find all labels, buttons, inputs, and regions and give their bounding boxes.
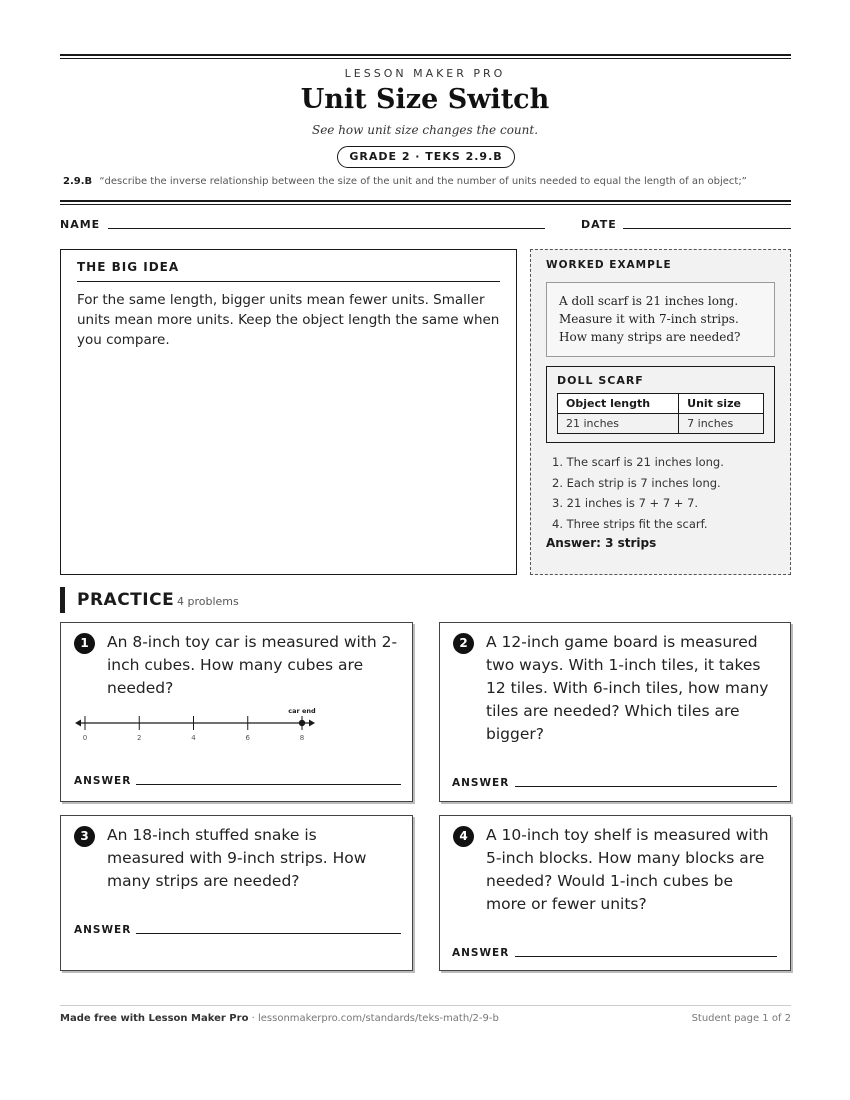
footer-credit <box>60 1013 499 1024</box>
number-line-tick-label: 8 <box>299 734 305 742</box>
footer-brand: Made free with Lesson Maker Pro <box>60 1013 249 1024</box>
number-line-tick-label: 0 <box>82 734 88 742</box>
answer-field-1[interactable] <box>136 784 401 785</box>
car-end-label: car end <box>288 707 316 715</box>
answer-field-3[interactable] <box>136 933 401 934</box>
step-item: 1. The scarf is 21 inches long. <box>552 455 724 469</box>
table-cell-unit-size: 7 inches <box>679 414 764 434</box>
practice-count: 4 problems <box>177 595 239 608</box>
worked-example-box <box>530 249 791 575</box>
practice-accent-bar <box>60 587 65 613</box>
date-label: DATE <box>581 218 617 231</box>
problem-text: A 12-inch game board is measured two ways. With 1-inch tiles, it takes 12 tiles. With 6-inch tiles, how many tiles are needed? Which tiles are bigger? <box>486 633 769 743</box>
table-header-unit-size: Unit size <box>679 394 764 414</box>
problem-card-2 <box>439 622 791 802</box>
answer-label: ANSWER <box>452 777 510 789</box>
problem-text: An 18-inch stuffed snake is measured with 9-inch strips. How many strips are needed? <box>107 826 367 890</box>
table-header-object-length: Object length <box>558 394 679 414</box>
page-title: Unit Size Switch <box>300 84 550 115</box>
table-cell-object-length: 21 inches <box>558 414 679 434</box>
standard-text: “describe the inverse relationship between the size of the unit and the number of units needed to equal the length of an object;” <box>99 176 747 187</box>
top-rule <box>60 54 791 56</box>
standard-code: 2.9.B <box>63 176 93 187</box>
doll-scarf-table-box <box>546 366 775 443</box>
footer-url[interactable]: · lessonmakerpro.com/standards/teks-math/2-9-b <box>251 1013 499 1024</box>
right-arrow-icon <box>309 720 315 727</box>
number-line-tick-label: 2 <box>137 734 142 742</box>
answer-label: ANSWER <box>74 775 132 787</box>
number-line-tick-label: 6 <box>245 734 250 742</box>
problem-number-badge: 2 <box>453 633 474 654</box>
footer-rule <box>60 1005 791 1006</box>
worked-example-problem: A doll scarf is 21 inches long. Measure it with 7-inch strips. How many strips are needed? <box>546 282 775 357</box>
big-idea-text: For the same length, bigger units mean fewer units. Smaller units mean more units. Keep the object length the same when you compare. <box>77 292 500 348</box>
answer-field-4[interactable] <box>515 956 777 957</box>
date-field[interactable] <box>623 228 791 229</box>
worked-example-steps <box>546 452 775 534</box>
step-item: 2. Each strip is 7 inches long. <box>552 475 721 490</box>
problem-text: An 8-inch toy car is measured with 2-inch cubes. How many cubes are needed? <box>107 633 398 697</box>
answer-label: ANSWER <box>452 947 510 959</box>
big-idea-box <box>60 249 517 575</box>
number-line <box>73 698 333 744</box>
left-arrow-icon <box>75 720 81 727</box>
problem-card-3 <box>60 815 413 971</box>
worked-example-title: WORKED EXAMPLE <box>546 259 672 271</box>
big-idea-title: THE BIG IDEA <box>77 260 500 282</box>
brand-name: LESSON MAKER PRO <box>344 67 506 80</box>
name-label: NAME <box>60 218 101 231</box>
doll-scarf-title: DOLL SCARF <box>557 374 644 387</box>
problem-card-4 <box>439 815 791 971</box>
practice-title: PRACTICE <box>77 590 175 610</box>
answer-field-2[interactable] <box>515 786 777 787</box>
footer-page-number: Student page 1 of 2 <box>691 1013 791 1024</box>
standard-description <box>63 176 803 187</box>
problem-number-badge: 1 <box>74 633 95 654</box>
page-subtitle: See how unit size changes the count. <box>311 123 539 137</box>
car-end-marker <box>299 720 305 726</box>
header-bottom-rule <box>60 200 791 202</box>
step-item: 3. 21 inches is 7 + 7 + 7. <box>552 496 699 510</box>
step-item: 4. Three strips fit the scarf. <box>552 516 708 531</box>
grade-badge: GRADE 2 · TEKS 2.9.B <box>337 146 515 168</box>
number-line-tick-label: 4 <box>191 734 196 742</box>
worked-example-answer: Answer: 3 strips <box>546 536 657 550</box>
header-bottom-rule-thin <box>60 204 791 205</box>
problem-number-badge: 3 <box>74 826 95 847</box>
problem-number-badge: 4 <box>453 826 474 847</box>
top-rule-thin <box>60 58 791 59</box>
doll-scarf-table <box>557 393 764 434</box>
name-field[interactable] <box>108 228 545 229</box>
problem-text: A 10-inch toy shelf is measured with 5-inch blocks. How many blocks are needed? Would 1-inch cubes be more or fewer units? <box>486 826 769 913</box>
answer-label: ANSWER <box>74 924 132 936</box>
